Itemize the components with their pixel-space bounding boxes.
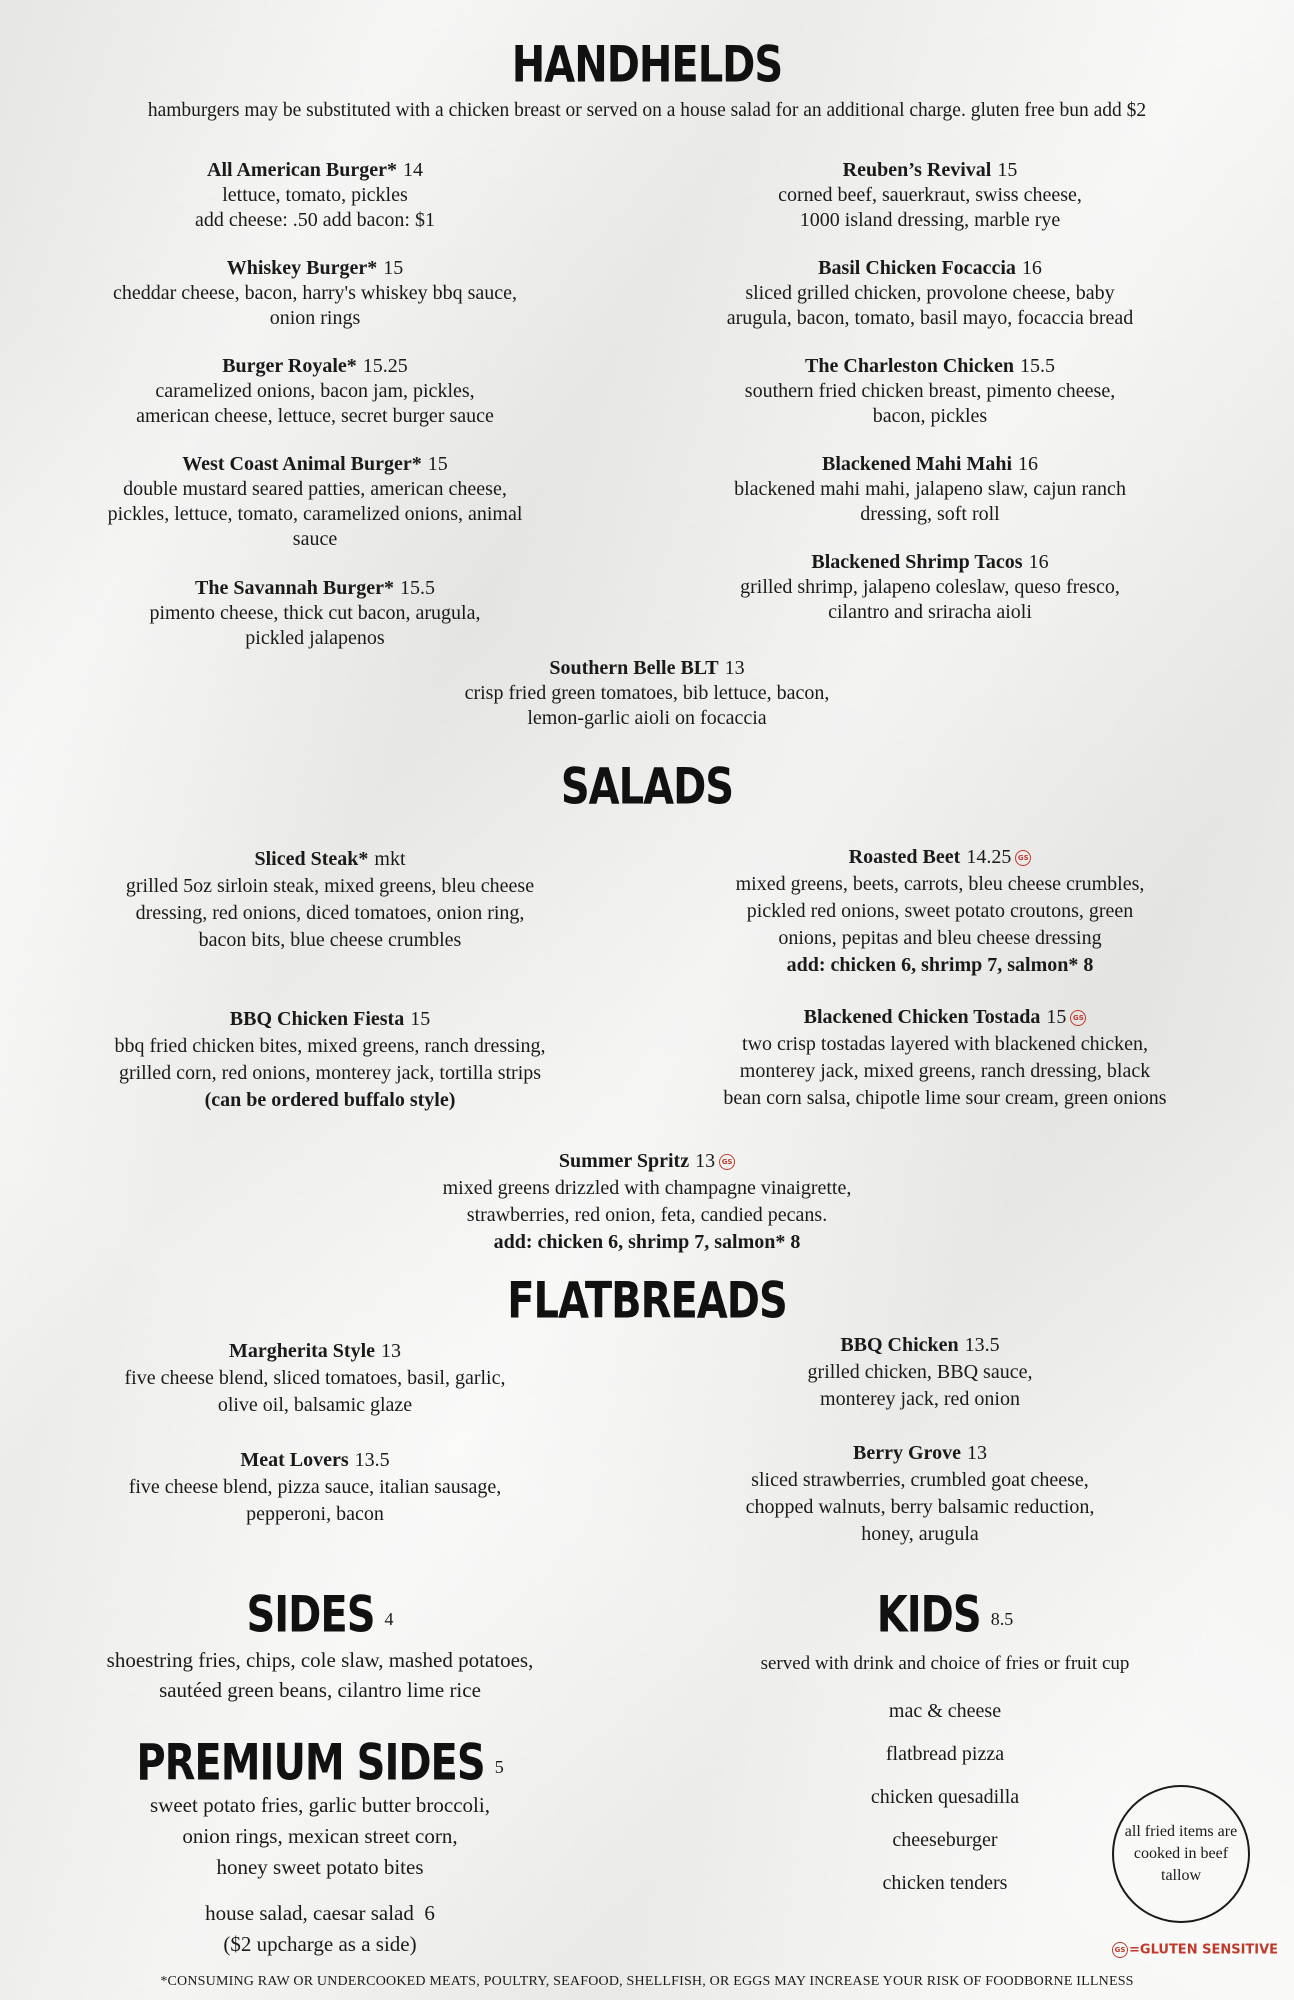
item-name: Sliced Steak* <box>254 848 369 870</box>
flatbreads-title: FLATBREADS <box>507 1272 787 1330</box>
item-name: Burger Royale* <box>222 355 357 377</box>
item-name: The Savannah Burger* <box>195 577 394 599</box>
menu-item <box>65 256 565 331</box>
item-price: 15 <box>997 159 1018 181</box>
item-desc: grilled chicken, BBQ sauce, <box>807 1361 1033 1383</box>
handhelds-title: HANDHELDS <box>511 36 783 94</box>
item-desc: mixed greens, beets, carrots, bleu cheese crumbles, <box>735 873 1145 895</box>
item-desc: bacon, pickles <box>872 405 988 427</box>
item-desc: grilled 5oz sirloin steak, mixed greens, bleu cheese <box>125 875 535 897</box>
item-desc: lettuce, tomato, pickles <box>222 184 408 206</box>
kids-item: chicken quesadilla <box>870 1786 1020 1808</box>
item-name: Summer Spritz <box>558 1150 690 1172</box>
item-desc: onions, pepitas and bleu cheese dressing <box>778 927 1102 949</box>
menu-item <box>680 550 1180 625</box>
item-price: 14.25 <box>966 846 1012 868</box>
kids-item: cheeseburger <box>892 1829 998 1851</box>
item-price: 16 <box>1018 453 1038 475</box>
item-add-ons: add: chicken 6, shrimp 7, salmon* 8 <box>493 1231 801 1253</box>
item-desc: dressing, soft roll <box>860 503 1000 525</box>
gluten-sensitive-icon: GS <box>1070 1010 1086 1026</box>
menu-item <box>65 158 565 233</box>
item-desc: cilantro and sriracha aioli <box>828 601 1032 623</box>
kids-title: KIDS <box>876 1586 981 1644</box>
kids-item: chicken tenders <box>882 1872 1008 1894</box>
beef-tallow-note <box>1112 1785 1250 1923</box>
item-name: Berry Grove <box>853 1442 961 1464</box>
item-name: Roasted Beet <box>848 846 961 868</box>
item-desc: bean corn salsa, chipotle lime sour cream, green onions <box>723 1087 1167 1109</box>
item-name: Blackened Chicken Tostada <box>803 1006 1041 1028</box>
item-desc: sliced strawberries, crumbled goat cheese, <box>751 1469 1089 1491</box>
item-desc: dressing, red onions, diced tomatoes, onion ring, <box>135 902 525 924</box>
item-desc: southern fried chicken breast, pimento cheese, <box>744 380 1116 402</box>
item-desc: honey, arugula <box>861 1523 979 1545</box>
item-add-ons: add: chicken 6, shrimp 7, salmon* 8 <box>786 954 1094 976</box>
premium-sides-extra: ($2 upcharge as a side) <box>223 1932 417 1956</box>
gluten-sensitive-legend <box>1112 1942 1278 1958</box>
item-desc: two crisp tostadas layered with blackened chicken, <box>742 1033 1148 1055</box>
salads-title: SALADS <box>560 758 734 816</box>
premium-sides-line: honey sweet potato bites <box>216 1855 424 1879</box>
item-desc: add cheese: .50 add bacon: $1 <box>195 209 435 231</box>
gluten-sensitive-icon: GS <box>1112 1942 1128 1958</box>
item-desc: bbq fried chicken bites, mixed greens, ranch dressing, <box>114 1035 546 1057</box>
item-price: 13.5 <box>964 1334 1000 1356</box>
sides-line: sautéed green beans, cilantro lime rice <box>159 1678 481 1702</box>
sides-price: 4 <box>384 1609 394 1629</box>
item-desc: mixed greens drizzled with champagne vinaigrette, <box>442 1177 852 1199</box>
beef-tallow-text: all fried items are cooked in beef tallow <box>1124 1823 1238 1884</box>
item-desc: pepperoni, bacon <box>246 1503 384 1525</box>
item-price: 13 <box>381 1340 402 1362</box>
item-price: 15.5 <box>399 577 435 599</box>
item-desc: onion rings <box>269 307 361 329</box>
menu-item <box>680 158 1180 233</box>
item-desc: five cheese blend, pizza sauce, italian sausage, <box>128 1476 502 1498</box>
item-desc: chopped walnuts, berry balsamic reduction, <box>745 1496 1095 1518</box>
item-name: Southern Belle BLT <box>549 657 719 679</box>
menu-item <box>680 256 1180 331</box>
item-price: 15 <box>1046 1006 1067 1028</box>
sides-header <box>0 1586 640 1644</box>
item-price: 15.25 <box>362 355 408 377</box>
item-desc: corned beef, sauerkraut, swiss cheese, <box>778 184 1082 206</box>
item-price: 16 <box>1028 551 1049 573</box>
kids-price: 8.5 <box>990 1609 1014 1629</box>
menu-item <box>45 1006 615 1114</box>
item-desc: lemon-garlic aioli on focaccia <box>527 707 767 729</box>
menu-item <box>65 576 565 651</box>
item-name: Basil Chicken Focaccia <box>818 257 1016 279</box>
item-name: BBQ Chicken Fiesta <box>229 1008 405 1030</box>
item-desc: grilled corn, red onions, monterey jack, tortilla strips <box>118 1062 542 1084</box>
kids-item: mac & cheese <box>888 1700 1002 1722</box>
menu-item <box>65 1338 565 1419</box>
item-desc: blackened mahi mahi, jalapeno slaw, cajun ranch <box>734 478 1126 500</box>
item-desc: five cheese blend, sliced tomatoes, basil, garlic, <box>124 1367 506 1389</box>
item-price: 16 <box>1021 257 1042 279</box>
item-desc: american cheese, lettuce, secret burger sauce <box>136 405 494 427</box>
item-desc: arugula, bacon, tomato, basil mayo, focaccia bread <box>726 307 1134 329</box>
item-price: 15 <box>410 1008 431 1030</box>
kids-note: served with drink and choice of fries or fruit cup <box>760 1653 1130 1674</box>
item-desc: double mustard seared patties, american cheese, <box>123 478 507 500</box>
sides-title: SIDES <box>246 1586 375 1644</box>
premium-sides-line: sweet potato fries, garlic butter broccoli, <box>150 1793 490 1817</box>
item-desc: olive oil, balsamic glaze <box>217 1394 413 1416</box>
sides-line: shoestring fries, chips, cole slaw, mashed potatoes, <box>106 1648 534 1672</box>
premium-sides-header <box>0 1734 640 1792</box>
item-name: Margherita Style <box>228 1340 376 1362</box>
item-desc: cheddar cheese, bacon, harry's whiskey bbq sauce, <box>113 282 517 304</box>
menu-item <box>670 1332 1170 1413</box>
item-desc: monterey jack, red onion <box>820 1388 1020 1410</box>
item-name: All American Burger* <box>207 159 397 181</box>
menu-item <box>655 1004 1235 1112</box>
item-price: 13 <box>966 1442 987 1464</box>
item-name: BBQ Chicken <box>840 1334 959 1356</box>
foodborne-illness-warning: *CONSUMING RAW OR UNDERCOOKED MEATS, POULTRY, SEAFOOD, SHELLFISH, OR EGGS MAY INCREASE YOUR RISK OF FOODBORNE ILLNESS <box>160 1974 1134 1989</box>
item-desc: grilled shrimp, jalapeno coleslaw, queso fresco, <box>740 576 1120 598</box>
item-price: mkt <box>374 848 406 870</box>
item-name: Reuben’s Revival <box>842 159 992 181</box>
menu-item <box>65 354 565 429</box>
kids-item: flatbread pizza <box>885 1743 1005 1765</box>
item-price: 13.5 <box>354 1449 390 1471</box>
item-name: Meat Lovers <box>240 1449 349 1471</box>
item-name: Blackened Shrimp Tacos <box>811 551 1023 573</box>
legend-text: =GLUTEN SENSITIVE <box>1129 1942 1279 1958</box>
kids-header <box>650 1586 1240 1644</box>
handhelds-intro: hamburgers may be substituted with a chicken breast or served on a house salad for an additional charge. gluten free bun add $2 <box>147 100 1147 121</box>
item-desc: crisp fried green tomatoes, bib lettuce, bacon, <box>464 682 830 704</box>
item-desc: pickled red onions, sweet potato croutons, green <box>746 900 1134 922</box>
premium-sides-price: 5 <box>494 1757 504 1777</box>
item-desc: monterey jack, mixed greens, ranch dressing, black <box>739 1060 1151 1082</box>
item-desc: sauce <box>292 528 338 550</box>
item-price: 13 <box>695 1150 716 1172</box>
menu-item <box>660 844 1220 979</box>
gluten-sensitive-icon: GS <box>719 1154 735 1170</box>
item-price: 14 <box>402 159 423 181</box>
premium-sides-extra: house salad, caesar salad 6 <box>205 1901 435 1925</box>
item-price: 13 <box>724 657 745 679</box>
item-desc: pickled jalapenos <box>245 627 385 649</box>
item-price: 15 <box>383 257 404 279</box>
item-add-ons: (can be ordered buffalo style) <box>204 1089 456 1111</box>
item-name: Whiskey Burger* <box>226 257 378 279</box>
premium-sides-line: onion rings, mexican street corn, <box>182 1824 458 1848</box>
item-desc: 1000 island dressing, marble rye <box>799 209 1061 231</box>
item-desc: bacon bits, blue cheese crumbles <box>198 929 462 951</box>
menu-item <box>680 354 1180 429</box>
item-price: 15.5 <box>1019 355 1055 377</box>
menu-item <box>670 1440 1170 1548</box>
menu-item <box>65 1447 565 1528</box>
item-desc: strawberries, red onion, feta, candied pecans. <box>466 1204 828 1226</box>
item-price: 15 <box>427 453 448 475</box>
menu-item <box>65 452 565 552</box>
gluten-sensitive-icon: GS <box>1015 850 1031 866</box>
premium-sides-title: PREMIUM SIDES <box>136 1734 485 1792</box>
item-desc: pimento cheese, thick cut bacon, arugula, <box>149 602 481 624</box>
item-name: Blackened Mahi Mahi <box>821 453 1012 475</box>
menu-item <box>50 846 610 954</box>
item-name: The Charleston Chicken <box>805 355 1014 377</box>
menu-item <box>347 1148 947 1256</box>
item-desc: sliced grilled chicken, provolone cheese, baby <box>745 282 1115 304</box>
menu-item <box>347 656 947 731</box>
item-name: West Coast Animal Burger* <box>182 453 422 475</box>
item-desc: pickles, lettuce, tomato, caramelized onions, animal <box>107 503 523 525</box>
menu-item <box>680 452 1180 527</box>
item-desc: caramelized onions, bacon jam, pickles, <box>155 380 475 402</box>
